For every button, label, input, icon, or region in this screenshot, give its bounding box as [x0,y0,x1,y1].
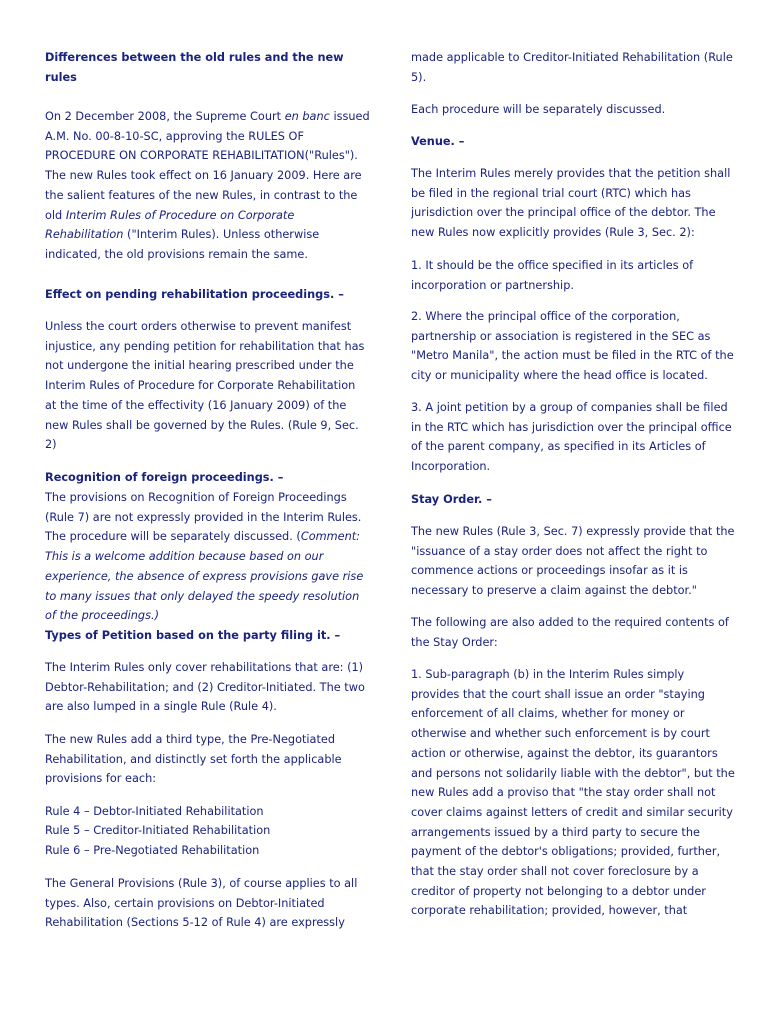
venue-item-2: 2. Where the principal office of the corporation, partnership or association is registered in the SEC as "Metro Manila", the action must be filed in the RTC of the city or municipality where the head office is located. [411,310,734,383]
types-paragraph-2: The new Rules add a third type, the Pre-Negotiated Rehabilitation, and distinctly set forth the applicable provisions for each: [45,733,342,786]
heading-types: Types of Petition based on the party filing it. – [45,629,341,642]
separately-discussed-paragraph: Each procedure will be separately discussed. [411,103,666,116]
venue-paragraph: The Interim Rules merely provides that the petition shall be filed in the regional trial court (RTC) which has jurisdiction over the principal office of the debtor. The new Rules now explicitly provides (Rule 3, Sec. 2): [411,167,731,240]
heading-stay-order: Stay Order. – [411,493,492,506]
heading-effect: Effect on pending rehabilitation proceedings. – [45,288,344,301]
stay-order-paragraph: The new Rules (Rule 3, Sec. 7) expressly provide that the "issuance of a stay order does not affect the right to commence actions or proceedings insofar as it is necessary to preserve a claim against the debtor." [411,525,735,598]
rule-4-item: Rule 4 – Debtor-Initiated Rehabilitation [45,805,264,818]
foreign-paragraph: The provisions on Recognition of Foreign Proceedings (Rule 7) are not expressly provided in the Interim Rules. The procedure will be separately discussed. (Comment: This is a welcome addition because based on our experience, the absence of express provisions gave rise to many issues that only delayed the speedy resolution of the proceedings.) [45,491,364,623]
types-paragraph-1: The Interim Rules only cover rehabilitations that are: (1) Debtor-Rehabilitation; and (2) Creditor-Initiated. The two are also lumped in a single Rule (Rule 4). [45,661,365,714]
rule-5-item: Rule 5 – Creditor-Initiated Rehabilitation [45,824,271,837]
heading-venue: Venue. – [411,135,465,148]
stay-order-added-paragraph: The following are also added to the required contents of the Stay Order: [411,616,729,649]
stay-order-item-1: 1. Sub-paragraph (b) in the Interim Rules simply provides that the court shall issue an order "staying enforcement of all claims, whether for money or otherwise and whether such enforcement is by court action or otherwise, against the debtor, its guarantors and persons not solidarily liable with the debtor", but the new Rules add a proviso that "the stay order shall not cover claims against letters of credit and similar security arrangements issued by a third party to secure the payment of the debtor's obligations; provided, further, that the stay order shall not cover foreclosure by a creditor of property not belonging to a debtor under corporate rehabilitation; provided, however, that [411,668,735,918]
effect-paragraph: Unless the court orders otherwise to prevent manifest injustice, any pending petition for rehabilitation that has not undergone the initial hearing prescribed under the Interim Rules of Procedure for Corporate Rehabilitation at the time of the effectivity (16 January 2009) of the new Rules shall be governed by the Rules. (Rule 9, Sec. 2) [45,320,365,452]
heading-differences: Differences between the old rules and the new rules [45,51,344,84]
heading-foreign: Recognition of foreign proceedings. – [45,471,284,484]
venue-item-1: 1. It should be the office specified in its articles of incorporation or partnership. [411,259,694,292]
venue-item-3: 3. A joint petition by a group of companies shall be filed in the RTC which has jurisdiction over the principal office of the parent company, as specified in its Articles of Incorporation. [411,401,732,474]
rule-6-item: Rule 6 – Pre-Negotiated Rehabilitation [45,844,260,857]
intro-paragraph: On 2 December 2008, the Supreme Court en banc issued A.M. No. 00-8-10-SC, approving the RULES OF PROCEDURE ON CORPORATE REHABILITATION("Rules"). The new Rules took effect on 16 January 2009. Here are the salient features of the new Rules, in contrast to the old Interim Rules of Procedure on Corporate Rehabilitation ("Interim Rules). Unless otherwise indicated, the old provisions remain the same. [45,110,370,261]
general-provisions-paragraph: The General Provisions (Rule 3), of course applies to all types. Also, certain provisions on Debtor-Initiated Rehabilitation (Sections 5-12 of Rule 4) are expressly [45,877,358,930]
continued-paragraph: made applicable to Creditor-Initiated Rehabilitation (Rule 5). [411,51,733,84]
